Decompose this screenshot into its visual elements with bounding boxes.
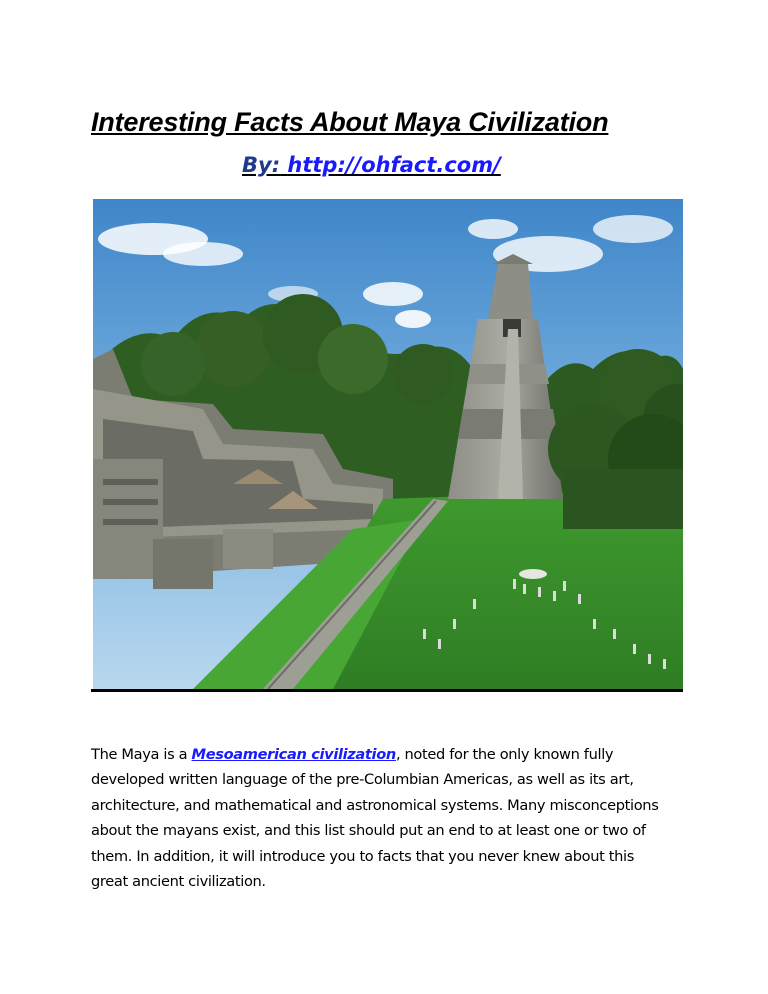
paragraph-text: , noted for the only known fully xyxy=(395,746,614,763)
paragraph-line-3: architecture, and mathematical and astronomical systems. Many misconceptions xyxy=(91,796,659,814)
paragraph-line-4: about the mayans exist, and this list should put an end to at least one or two of xyxy=(91,822,646,840)
byline-link[interactable]: http://ohfact.com/ xyxy=(287,153,501,177)
byline xyxy=(242,150,501,180)
paragraph-line-2: developed written language of the pre-Columbian Americas, as well as its art, xyxy=(91,771,634,789)
intro-paragraph xyxy=(91,742,681,894)
maya-ruins-photo xyxy=(93,199,683,689)
paragraph-line-5: them. In addition, it will introduce you to facts that you never knew about this xyxy=(91,847,634,865)
paragraph-line-1 xyxy=(91,742,681,767)
paragraph-text: The Maya is a xyxy=(91,746,192,763)
horizontal-rule xyxy=(91,689,683,692)
paragraph-line-6: great ancient civilization. xyxy=(91,873,266,891)
mesoamerican-civilization-link[interactable]: Mesoamerican civilization xyxy=(191,746,396,763)
byline-label: By: xyxy=(242,153,281,177)
document-title: Interesting Facts About Maya Civilization xyxy=(91,107,609,137)
